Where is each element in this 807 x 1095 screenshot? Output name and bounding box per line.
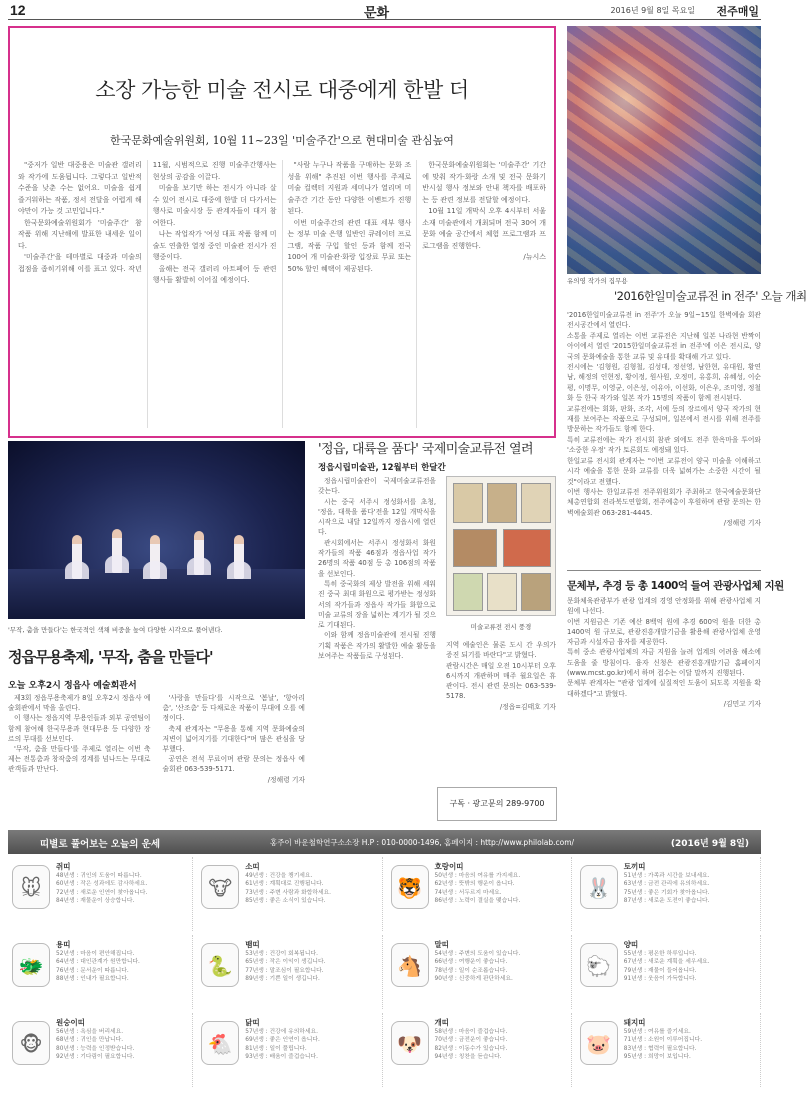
fortune-line: 78년생 : 일이 순조롭습니다. (434, 967, 508, 974)
fortune-line: 57년생 : 건강에 유의하세요. (245, 1029, 318, 1035)
fortune-line: 88년생 : 인내가 필요합니다. (56, 976, 129, 983)
fortune-cell-rooster (197, 1013, 382, 1087)
fortune-line: 49년생 : 건강을 챙기세요. (245, 873, 313, 879)
fortune-author: 홍주이 바운철학연구소소장 H.P : 010-0000-1496, 홈페이지 : http://www.philolab.com/ (270, 838, 575, 847)
fortune-line: 85년생 : 좋은 소식이 있습니다. (245, 898, 326, 905)
issue-date: 2016년 9월 8일 목요일 (610, 6, 695, 15)
lead-paragraph: 한국문화예술위원회는 '미술주간' 기간에 맞춰 작가·화랑 소개 및 전국 문화기반시설 행사 정보와 안내 책자를 배포하는 등 관련 정보를 전달할 예정이다. (422, 161, 546, 204)
fortune-cell-snake (197, 935, 382, 1009)
lead-headline: 소장 가능한 미술 전시로 대중에게 한발 더 (95, 78, 469, 102)
fortune-banner (8, 830, 761, 854)
rabbit-icon: 🐰 (580, 865, 618, 909)
dancer-figure (112, 529, 122, 573)
monkey-icon: 🐵 (12, 1021, 50, 1065)
sign-name: 용띠 (56, 940, 71, 949)
sign-name: 원숭이띠 (56, 1018, 85, 1027)
fortune-line: 84년생 : 재물운이 상승합니다. (56, 898, 135, 905)
article-paragraph: 한일교류 전시회 관계자는 "이번 교류전이 양국 미술을 이해하고 시각 예술을 통한 문화 교류를 더욱 넓혀가는 소중한 시간이 될 것"이라고 전했다. (567, 456, 761, 486)
fortune-section (8, 830, 761, 1092)
lead-paragraph: 한국문화예술위원회가 '미술주간' 참 작품 위해 지난해에 발표한 내세운 일이다. (18, 218, 142, 250)
lead-paragraph: "사람 누구나 작품을 구매하는 문화 조성을 위해" 추진된 이번 행사를 주제로 미술 컬렉터 지원과 세미나가 열리며 미술주간 기간 동안 다양한 이벤트가 진행된다. (287, 161, 412, 215)
article-paragraph: 소통을 주제로 열리는 이번 교류전은 지난해 일본 나라현 반짝이아이에서 열린 '2015한일미술교류전 in 전주'에 이은 전시로, 양국의 문화예술을 통한 교류 및 유대를 확대해 가고 있다. (567, 331, 761, 361)
rat-icon: 🐭 (12, 865, 50, 909)
fortune-line: 56년생 : 욕심을 버리세요. (56, 1029, 124, 1035)
article-paragraph: 교류전에는 회화, 판화, 조각, 서예 등의 장르에서 양국 작가의 현재를 보여주는 작품으로 구성되며, 일본에서 전시를 위해 전주를 방문하는 작가들도 함께 한다. (567, 404, 761, 434)
artwork-thumb (453, 573, 483, 611)
lead-byline: /뉴시스 (523, 253, 546, 261)
korea-japan-body (567, 310, 761, 556)
dancer-figure (72, 535, 82, 579)
fortune-line: 95년생 : 희망이 보입니다. (623, 1054, 691, 1061)
lead-paragraph: 나는 작업작가 '여성 대표 작품 함께 미술도 연출한 열정 중인 미술관 전시가 진행중이다. (152, 230, 277, 261)
lead-paragraph: 올해는 전국 갤러리 아트페어 등 관련 행사들 활발히 이어질 예정이다. (152, 264, 277, 284)
fortune-cell-sheep (576, 935, 761, 1009)
artwork-thumb (453, 483, 483, 523)
fortune-line: 74년생 : 서두르지 마세요. (434, 889, 502, 896)
gallery-photo (446, 476, 556, 616)
fortune-line: 73년생 : 주변 사람과 화합하세요. (245, 889, 331, 896)
fortune-cell-tiger (387, 857, 572, 931)
article-paragraph: 이와 함께 정읍미술관에 전시될 진행기획 작품은 작가의 활발한 예술 활동을 보여주는 작품들로 구성된다. (318, 631, 436, 661)
lead-body (18, 160, 546, 428)
fortune-line: 48년생 : 귀인의 도움이 따릅니다. (56, 873, 142, 879)
article-paragraph: 특히 중소 관광사업체의 자금 지원을 늘려 업계의 어려움 해소에 도움을 줄 방침이다. 융자 신청은 관광진흥개발기금 홈페이지(www.mcst.go.kr)에서 하며 접수는 이달 말까지 진행된다. (567, 648, 761, 678)
exchange-body (318, 476, 436, 820)
artwork-thumb (521, 573, 551, 611)
article-paragraph: 전시에는 '김형원, 김형철, 김성대, 정선영, 남한현, 유대원, 황연남, 해정의 인현정, 황이정, 원사원, 오정미, 유홍희, 유혜성, 이순평, 이명무, 이영균, 이은성, 이유아, 이선화, 이은우, 조미영, 정철화 등 한국 작가와 일본 작가 15명의 작품이 함께 전시된다. (567, 363, 761, 403)
fortune-line: 72년생 : 새로운 인연이 찾아옵니다. (56, 889, 148, 896)
sign-name: 뱀띠 (245, 940, 260, 949)
fortune-line: 90년생 : 신중하게 판단하세요. (434, 976, 513, 983)
sign-name: 호랑이띠 (434, 862, 464, 871)
fortune-line: 86년생 : 노력이 결실을 맺습니다. (434, 898, 521, 905)
painting-photo (567, 26, 761, 274)
dance-headline: 정읍무용축제, '무작, 춤을 만들다' (8, 648, 213, 666)
lead-paragraph: 미술을 보기만 하는 전시가 아니라 살 수 있어 전시로 대중에 한발 더 다가서는 행사로 미술시장 등 관계자들이 대거 참여한다. (152, 184, 277, 227)
lead-paragraph: 10월 11일 개막식 오후 4시부터 서울 소재 미술관에서 개최되며 전국 30여 개 문화 예술 공간에서 체험 프로그램과 프로그램을 진행한다. (422, 207, 546, 250)
dragon-icon: 🐲 (12, 943, 50, 987)
sign-name: 소띠 (245, 862, 260, 871)
dance-body (8, 693, 305, 818)
article-paragraph: '사랑을 만들다'를 시작으로 '봄날', '항아리 춤', '산조춤' 등 다채로운 작품이 무대에 오를 예정이다. (162, 694, 305, 723)
fortune-line: 89년생 : 기쁜 일이 생깁니다. (245, 976, 320, 983)
artwork-thumb (503, 529, 551, 567)
article-paragraph: 관시회에서는 서주시 정성화서 화원 작가들의 작품 46점과 정읍사업 작가 26명의 작품 40점 등 총 106점의 작품을 선보인다. (318, 538, 436, 578)
fortune-line: 91년생 : 웃음이 가득합니다. (623, 976, 697, 983)
article-paragraph: 정읍시립미술관이 국제미술교류전을 갖는다. (318, 477, 436, 496)
painting-caption: 유의영 작가의 집무용 (567, 277, 628, 285)
fortune-line: 50년생 : 마음의 여유를 가지세요. (434, 873, 521, 879)
sign-name: 개띠 (434, 1018, 449, 1027)
exchange-body-cont (446, 640, 556, 755)
dog-icon: 🐶 (391, 1021, 429, 1065)
lead-paragraph: "중저가 일반 대중용은 미술관 갤러리와 작가에 도움됩니다. 그렇다고 일반적 수준을 낮춘 수는 없어요. 미술을 쉽게 즐거워하는 작품, 정서 전달을 어렵게 해야만이 가능 것 고민입니다." (18, 161, 142, 215)
sign-name: 쥐띠 (56, 862, 71, 871)
fortune-line: 52년생 : 마음이 편안해집니다. (56, 951, 135, 957)
article-paragraph: '무작, 춤을 만들다'를 주제로 열리는 이번 축제는 전통춤과 창작춤의 경계를 넘나드는 무대로 관객들과 만난다. (8, 745, 151, 774)
exchange-headline: '정읍, 대륙을 품다' 국제미술교류전 열려 (318, 442, 533, 457)
artwork-thumb (453, 529, 497, 567)
fortune-line: 80년생 : 능력을 인정받습니다. (56, 1045, 135, 1052)
fortune-cell-pig (576, 1013, 761, 1087)
fortune-line: 68년생 : 귀인을 만납니다. (56, 1037, 124, 1044)
pig-icon: 🐷 (580, 1021, 618, 1065)
ox-icon: 🐮 (201, 865, 239, 909)
article-paragraph: 이번 지원금은 기존 예산 8백억 원에 추경 600억 원을 더한 총 1400억 원 규모로, 관광진흥개발기금을 활용해 관광사업체 운영자금과 시설자금 융자를 제공한다. (567, 617, 761, 647)
fortune-cell-horse (387, 935, 572, 1009)
fortune-cell-ox (197, 857, 382, 931)
fortune-line: 87년생 : 새로운 도전이 좋습니다. (623, 898, 710, 905)
article-byline: /정읍=김태호 기자 (499, 702, 556, 711)
sign-name: 양띠 (623, 940, 639, 949)
fortune-line: 77년생 : 말조심이 필요합니다. (245, 967, 324, 974)
article-paragraph: 특히 교류전에는 작가 전시회 참관 외에도 전주 한옥마을 투어와 '소중한 우정' 작가 토론회도 예정돼 있다. (567, 435, 761, 455)
dance-subhead: 오늘 오후2시 정읍사 예술회관서 (8, 681, 137, 691)
lead-article (8, 26, 556, 438)
fortune-line: 62년생 : 뜻밖의 행운이 옵니다. (434, 881, 515, 888)
fortune-cell-monkey (8, 1013, 193, 1087)
article-paragraph: 제3회 정읍무용축제가 8일 오후2시 정읍사 예술회관에서 막을 올린다. (8, 694, 151, 713)
page-number: 12 (10, 2, 26, 18)
article-paragraph: 공연은 전석 무료이며 관람 문의는 정읍사 예술회관 063-539-5171. (162, 755, 305, 774)
article-paragraph: '2016한일미술교류전 in 전주'가 오늘 9일~15일 한벽예술 회관 전시공간에서 열린다. (567, 311, 761, 330)
fortune-line: 58년생 : 마음이 즐겁습니다. (434, 1029, 508, 1035)
fortune-line: 61년생 : 계획대로 진행됩니다. (245, 881, 324, 888)
article-byline: /정해령 기자 (267, 775, 305, 784)
dancer-figure (194, 531, 204, 575)
fortune-line: 81년생 : 일이 풀립니다. (245, 1045, 307, 1052)
article-paragraph: 시는 중국 서주시 정성화서를 초청, '정읍, 대륙을 품다'전을 12일 개막식을 시작으로 내달 12일까지 정읍시에 열린다. (318, 497, 436, 537)
tiger-icon: 🐯 (391, 865, 429, 909)
newspaper-name: 전주매일 (716, 5, 759, 18)
fortune-line: 54년생 : 주변의 도움이 있습니다. (434, 951, 521, 957)
rooster-icon: 🐔 (201, 1021, 239, 1065)
fortune-line: 63년생 : 금전 관리에 유의하세요. (623, 881, 710, 888)
artwork-thumb (487, 573, 517, 611)
fortune-line: 79년생 : 재물이 들어옵니다. (623, 967, 697, 974)
article-paragraph: 특히 중국화의 제상 발전을 위해 세워진 중국 최대 화원으로 평가받는 정성화서의 작가들과 정읍사 작가들 화합으로 미술 교류의 장을 넓히는 계기가 될 것으로 기대된다. (318, 579, 437, 630)
fortune-cell-dog (387, 1013, 572, 1087)
fortune-date: (2016년 9월 8일) (670, 839, 749, 849)
fortune-line: 83년생 : 협력이 필요합니다. (623, 1045, 697, 1052)
sheep-icon: 🐑 (580, 943, 618, 987)
gallery-caption: 미술교류전 전시 풍경 (470, 623, 532, 631)
tourism-fund-body (567, 596, 761, 822)
horse-icon: 🐴 (391, 943, 429, 987)
fortune-line: 70년생 : 금전운이 좋습니다. (434, 1037, 508, 1044)
fortune-line: 66년생 : 여행운이 좋습니다. (434, 959, 508, 966)
article-byline: /정해령 기자 (723, 519, 761, 528)
section-title: 문화 (364, 6, 390, 21)
fortune-line: 59년생 : 여유를 즐기세요. (623, 1029, 691, 1035)
fortune-cell-rat (8, 857, 193, 931)
fortune-line: 67년생 : 새로운 계획을 세우세요. (623, 959, 710, 966)
sign-name: 말띠 (434, 940, 449, 949)
fortune-line: 65년생 : 작은 이익이 생깁니다. (245, 959, 326, 966)
fortune-line: 82년생 : 이동수가 있습니다. (434, 1045, 508, 1052)
subscription-promo: 구독 · 광고문의 289-9700 (437, 787, 557, 821)
lead-paragraph: '미술주간'을 테마별로 대중과 미술의 접점을 좁히기위해 이를 표고 있다. 작년 11월, 시범적으로 진행 미술주간행사는 현상의 공감을 이끌다. (18, 161, 277, 273)
article-paragraph: 축제 관계자는 "무용을 통해 지역 문화예술의 저변이 넓어지기를 기대한다"며 많은 관심을 당부했다. (162, 724, 305, 754)
lead-paragraph: 이번 미술주간의 관련 대표 세부 행사는 정부 미술 은행 일반인 큐레이터 프로그램, 작품 구입 할인 등과 함께 전국 100여 개 미술관·화랑 입장료 무료 또는 50% 할인 혜택이 제공된다. (287, 218, 412, 273)
snake-icon: 🐍 (201, 943, 239, 987)
fortune-title: 띠별로 풀어보는 오늘의 운세 (40, 839, 161, 850)
artwork-thumb (487, 483, 517, 523)
exchange-subhead: 정읍시립미술관, 12월부터 한달간 (318, 463, 446, 473)
lead-subhead: 한국문화예술위원회, 10월 11~23일 '미술주간'으로 현대미술 관심높여 (110, 134, 454, 147)
fortune-line: 60년생 : 작은 성과에도 감사하세요. (56, 881, 148, 888)
fortune-cell-rabbit (576, 857, 761, 931)
fortune-line: 51년생 : 가족과 시간을 보내세요. (623, 873, 710, 879)
article-byline: /김민고 기자 (723, 699, 761, 708)
fortune-line: 94년생 : 칭찬을 듣습니다. (434, 1054, 502, 1061)
fortune-line: 71년생 : 소원이 이루어집니다. (623, 1037, 703, 1044)
sign-name: 돼지띠 (623, 1018, 646, 1027)
artwork-thumb (521, 483, 551, 523)
dancer-figure (234, 535, 244, 579)
article-paragraph: 이번 행사는 한일교류전 전주위원회가 주최하고 한국예술문화단체총연합회 전라북도연합회, 전주예총이 후원하며 관람 문의는 한벽예술회관 063-281-4445. (567, 487, 761, 517)
article-paragraph: 문화체육관광부가 관광 업계의 경영 안정화를 위해 관광사업체 지원에 나선다. (567, 597, 761, 616)
fortune-line: 53년생 : 건강이 회복됩니다. (245, 951, 318, 957)
article-paragraph: 문체부 관계자는 "관광 업계에 실질적인 도움이 되도록 지원을 확대하겠다"고 밝혔다. (567, 679, 761, 698)
article-paragraph: 이 행사는 정읍지역 무용인들과 외부 공연팀이 함께 참여해 한국무용과 현대무용 등 다양한 장르의 무대를 선보인다. (8, 714, 151, 743)
article-paragraph: 관람시간은 매일 오전 10시부터 오후 6시까지 개관하며 매주 월요일은 휴관이다. 전시 관련 문의는 063-539-5178. (446, 661, 556, 701)
fortune-line: 93년생 : 배움이 즐겁습니다. (245, 1054, 318, 1061)
page-header (8, 0, 761, 20)
dancer-figure (150, 535, 160, 579)
dance-caption: '무작, 춤을 만들다'는 한국적인 색채 비중을 높여 다양한 시각으로 풀어낸다. (8, 626, 223, 634)
fortune-line: 75년생 : 좋은 기회가 찾아옵니다. (623, 889, 710, 896)
korea-japan-headline: '2016한일미술교류전 in 전주' 오늘 개최 (614, 289, 807, 303)
tourism-fund-headline: 문체부, 추경 등 총 1400억 들여 관광사업체 지원 (567, 580, 784, 592)
fortune-line: 76년생 : 문서운이 따릅니다. (56, 967, 129, 974)
dance-photo (8, 441, 305, 619)
divider (567, 570, 761, 571)
fortune-grid (8, 857, 761, 1087)
fortune-line: 92년생 : 기다림이 필요합니다. (56, 1054, 135, 1061)
fortune-cell-dragon (8, 935, 193, 1009)
fortune-line: 64년생 : 대인관계가 원만합니다. (56, 959, 140, 966)
fortune-line: 69년생 : 좋은 인연이 옵니다. (245, 1037, 320, 1044)
sign-name: 닭띠 (245, 1018, 260, 1027)
fortune-line: 55년생 : 평온한 하루입니다. (623, 951, 697, 957)
sign-name: 토끼띠 (623, 862, 646, 871)
article-paragraph: 지역 예술인은 물론 도시 간 우의가 증진 되기를 바란다"고 밝혔다. (446, 641, 556, 660)
